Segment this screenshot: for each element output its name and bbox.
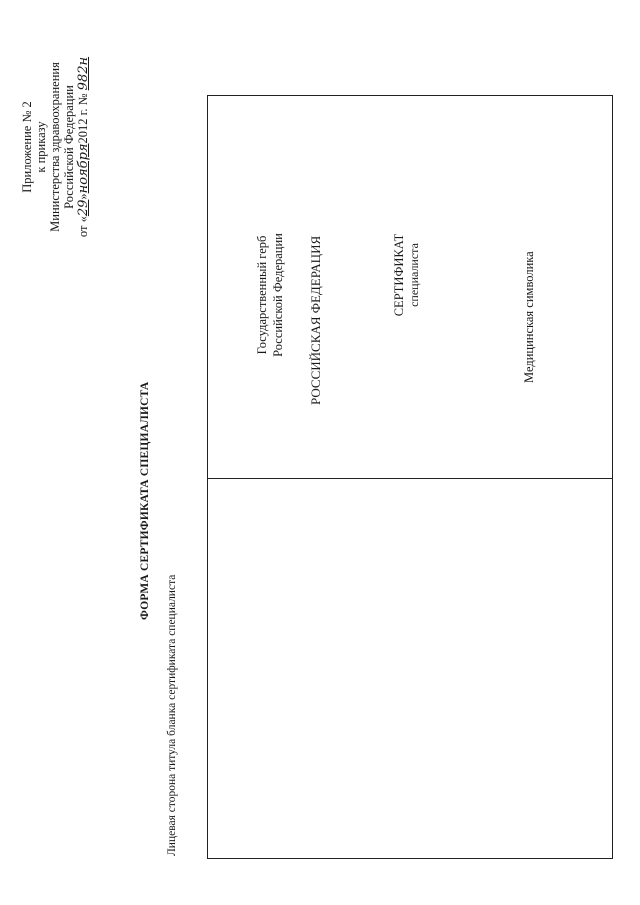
form-title: ФОРМА СЕРТИФИКАТА СПЕЦИАЛИСТА [139,381,151,620]
coat-of-arms-line1: Государственный герб [255,235,269,355]
coat-of-arms-line2: Российской Федерации [271,233,285,357]
order-date-line [76,22,91,272]
date-prefix: от « [76,216,90,238]
coat-of-arms-placeholder [254,200,286,390]
to-order: к приказу [34,121,48,173]
form-caption: Лицевая сторона титула бланка сертификата специалиста [166,574,178,856]
certificate-heading [392,220,422,330]
order-appendix-header [20,22,91,272]
certificate-country: РОССИЙСКАЯ ФЕДЕРАЦИЯ [308,235,323,405]
ministry-name: Министерства здравоохранения [48,62,62,232]
appendix-number: Приложение № 2 [20,101,34,193]
order-day: 29 [76,199,91,217]
certificate-subtitle: специалиста [407,243,421,307]
country-name: Российской Федерации [62,85,76,209]
certificate-title: СЕРТИФИКАТ [392,233,406,317]
medical-symbol-placeholder: Медицинская символика [522,251,536,383]
certificate-fold-line [207,478,613,479]
order-year: 2012 г. № [76,93,90,144]
date-mid: » [76,193,90,200]
order-month: ноября [76,143,91,194]
order-number: 982н [76,56,91,91]
